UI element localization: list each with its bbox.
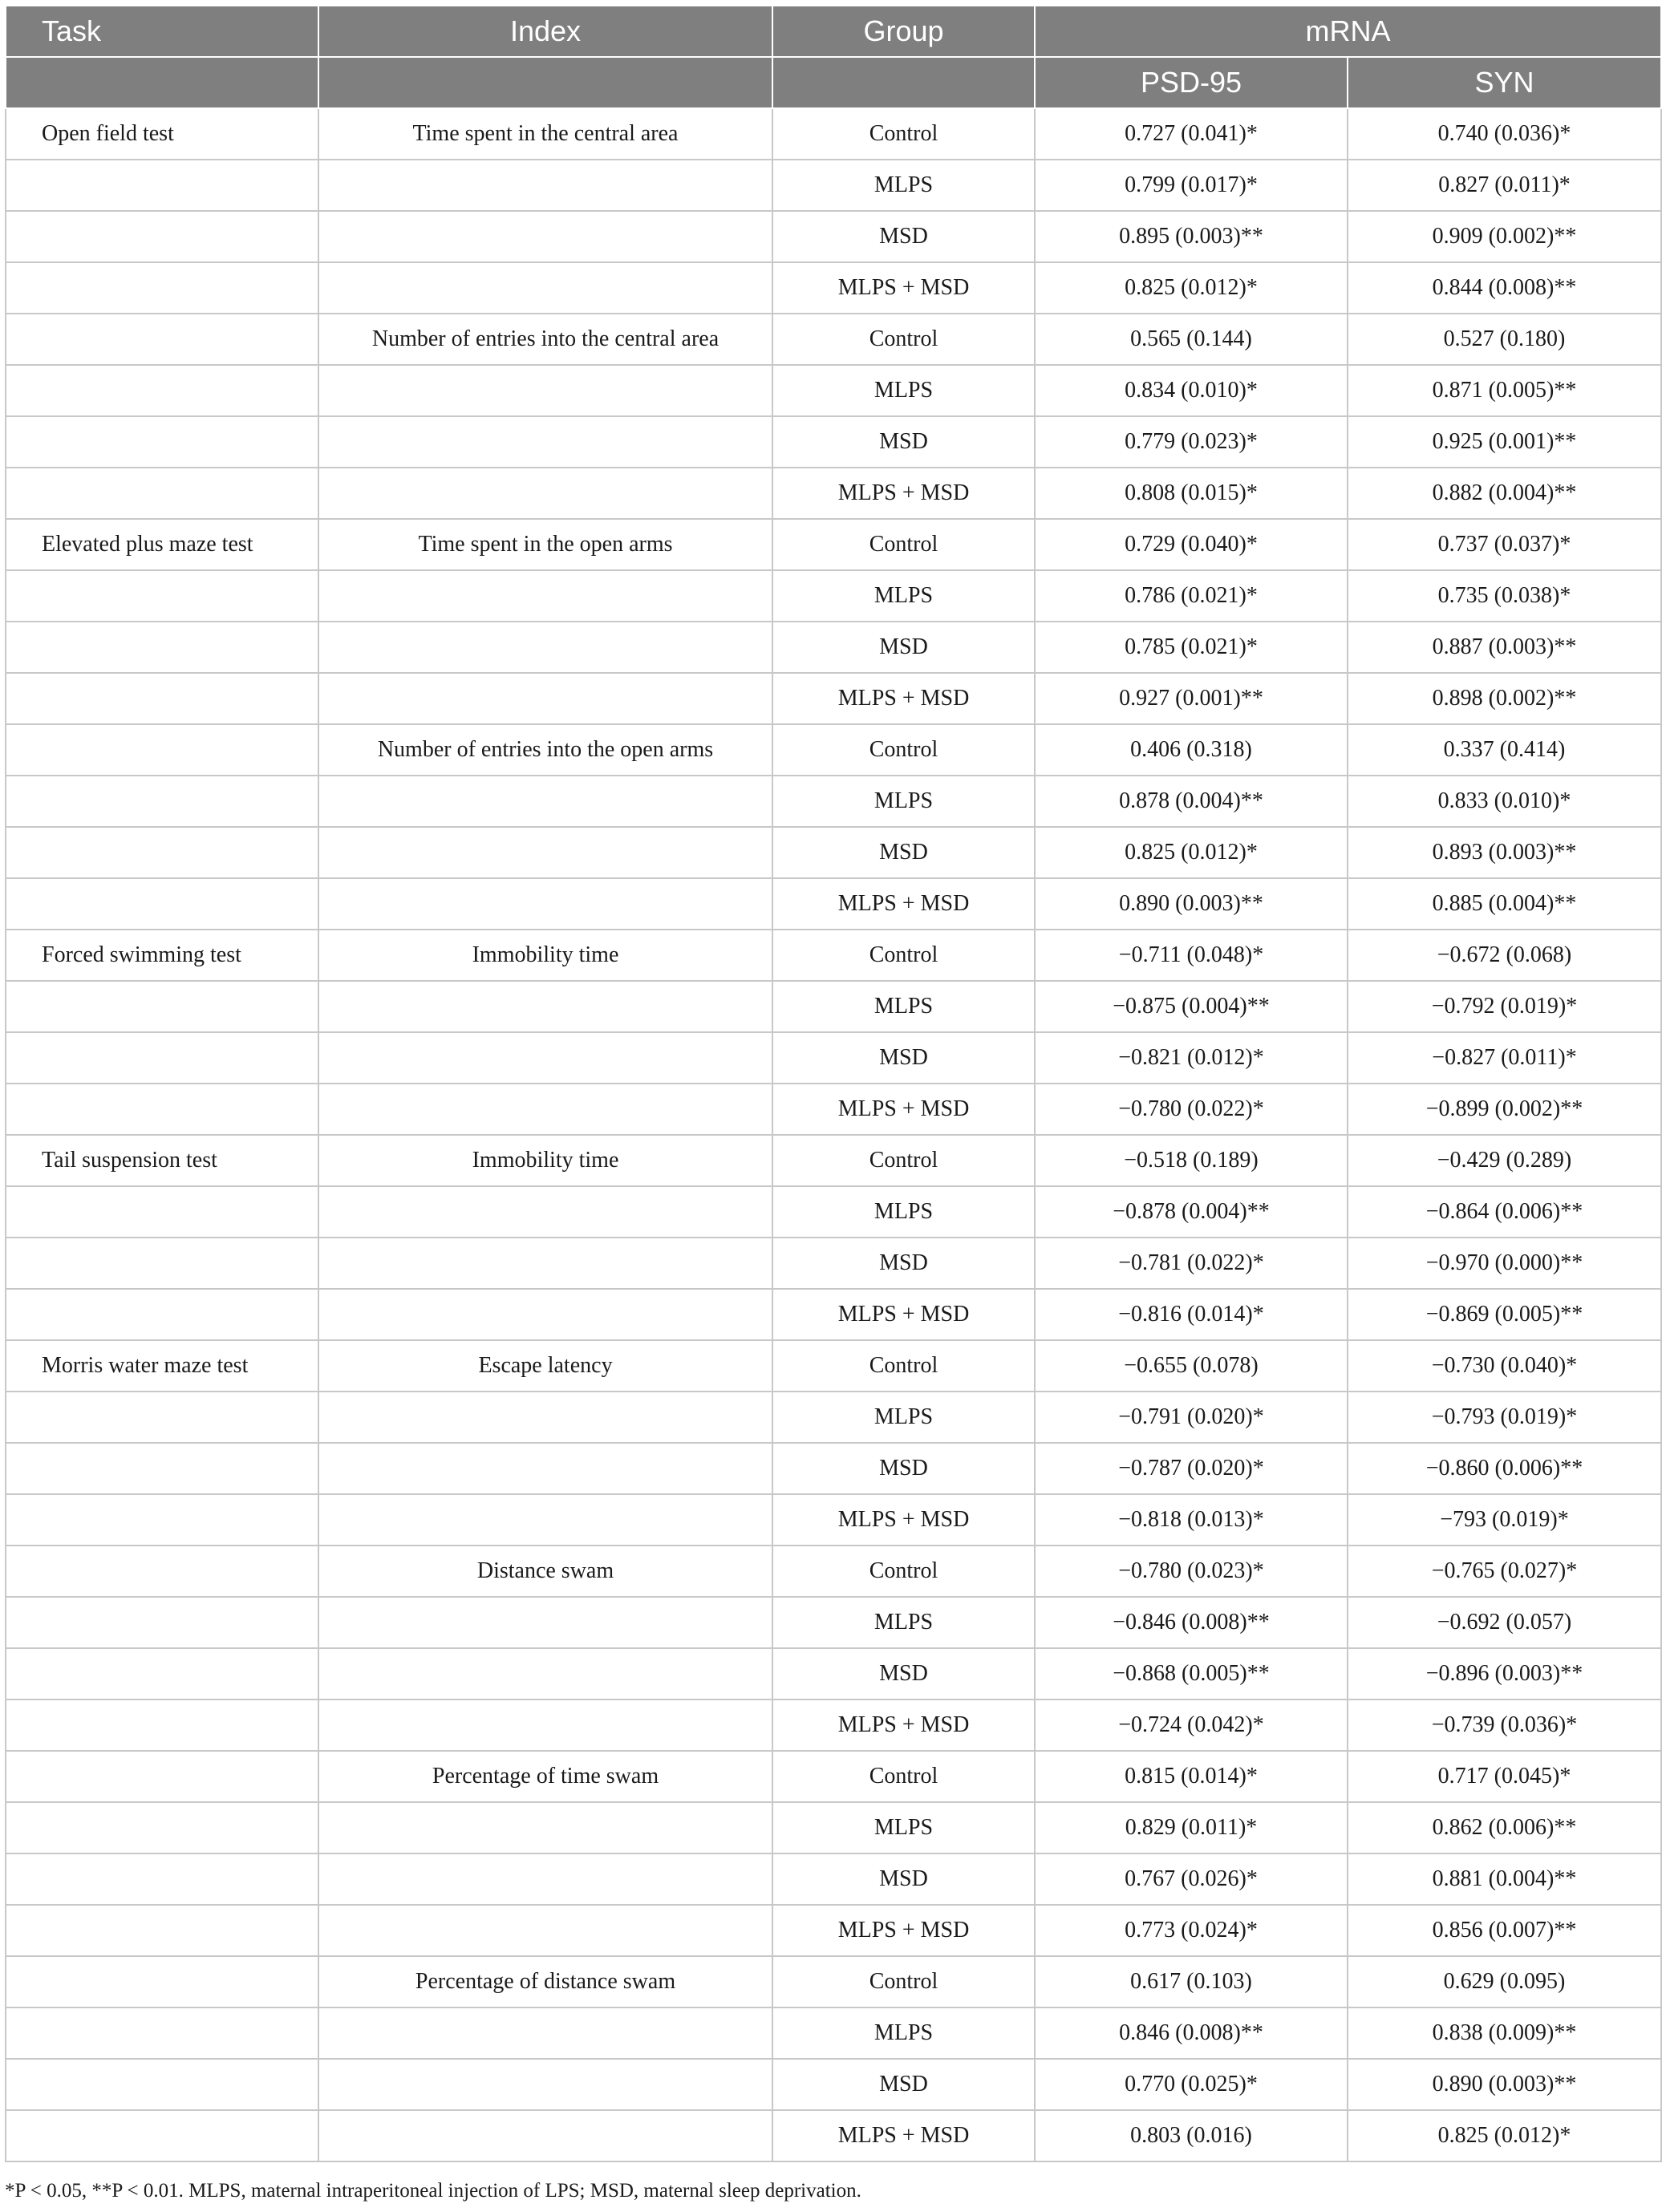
index-cell: Distance swam bbox=[318, 1546, 772, 1597]
syn-cell: −0.860 (0.006)** bbox=[1348, 1443, 1661, 1494]
syn-cell: 0.827 (0.011)* bbox=[1348, 160, 1661, 211]
index-cell bbox=[318, 1700, 772, 1751]
psd95-cell: −0.816 (0.014)* bbox=[1035, 1289, 1348, 1340]
group-cell: MLPS + MSD bbox=[772, 2110, 1035, 2161]
header-psd95: PSD-95 bbox=[1035, 57, 1348, 108]
group-cell: MSD bbox=[772, 622, 1035, 673]
index-cell bbox=[318, 211, 772, 262]
group-cell: MLPS + MSD bbox=[772, 262, 1035, 314]
syn-cell: 0.833 (0.010)* bbox=[1348, 776, 1661, 827]
group-cell: MSD bbox=[772, 1032, 1035, 1084]
task-cell bbox=[6, 262, 318, 314]
psd95-cell: 0.406 (0.318) bbox=[1035, 724, 1348, 776]
task-cell bbox=[6, 1956, 318, 2007]
psd95-cell: 0.927 (0.001)** bbox=[1035, 673, 1348, 724]
group-cell: Control bbox=[772, 724, 1035, 776]
group-cell: MLPS bbox=[772, 1597, 1035, 1648]
table-row bbox=[6, 365, 1661, 416]
index-cell bbox=[318, 2007, 772, 2059]
syn-cell: −0.730 (0.040)* bbox=[1348, 1340, 1661, 1392]
psd95-cell: 0.803 (0.016) bbox=[1035, 2110, 1348, 2161]
task-cell bbox=[6, 622, 318, 673]
index-cell bbox=[318, 673, 772, 724]
syn-cell: −0.970 (0.000)** bbox=[1348, 1238, 1661, 1289]
table-row bbox=[6, 2007, 1661, 2059]
header-syn: SYN bbox=[1348, 57, 1661, 108]
psd95-cell: 0.770 (0.025)* bbox=[1035, 2059, 1348, 2110]
table-row bbox=[6, 314, 1661, 365]
psd95-cell: 0.825 (0.012)* bbox=[1035, 262, 1348, 314]
psd95-cell: 0.846 (0.008)** bbox=[1035, 2007, 1348, 2059]
group-cell: MLPS bbox=[772, 981, 1035, 1032]
psd95-cell: 0.878 (0.004)** bbox=[1035, 776, 1348, 827]
task-cell: Open field test bbox=[6, 108, 318, 160]
syn-cell: 0.844 (0.008)** bbox=[1348, 262, 1661, 314]
syn-cell: 0.337 (0.414) bbox=[1348, 724, 1661, 776]
psd95-cell: 0.834 (0.010)* bbox=[1035, 365, 1348, 416]
task-cell bbox=[6, 314, 318, 365]
group-cell: MLPS bbox=[772, 1392, 1035, 1443]
group-cell: Control bbox=[772, 108, 1035, 160]
group-cell: MSD bbox=[772, 211, 1035, 262]
syn-cell: 0.740 (0.036)* bbox=[1348, 108, 1661, 160]
header-task: Task bbox=[6, 6, 318, 57]
task-cell bbox=[6, 1084, 318, 1135]
syn-cell: −793 (0.019)* bbox=[1348, 1494, 1661, 1546]
psd95-cell: −0.724 (0.042)* bbox=[1035, 1700, 1348, 1751]
task-cell bbox=[6, 1751, 318, 1802]
index-cell bbox=[318, 878, 772, 930]
index-cell bbox=[318, 1238, 772, 1289]
index-cell bbox=[318, 827, 772, 878]
table-row bbox=[6, 1905, 1661, 1956]
task-cell bbox=[6, 2059, 318, 2110]
psd95-cell: −0.875 (0.004)** bbox=[1035, 981, 1348, 1032]
index-cell bbox=[318, 365, 772, 416]
index-cell: Percentage of time swam bbox=[318, 1751, 772, 1802]
header-group-blank bbox=[772, 57, 1035, 108]
index-cell: Number of entries into the central area bbox=[318, 314, 772, 365]
syn-cell: 0.825 (0.012)* bbox=[1348, 2110, 1661, 2161]
psd95-cell: 0.617 (0.103) bbox=[1035, 1956, 1348, 2007]
task-cell bbox=[6, 1546, 318, 1597]
psd95-cell: −0.818 (0.013)* bbox=[1035, 1494, 1348, 1546]
table-row bbox=[6, 108, 1661, 160]
task-cell bbox=[6, 160, 318, 211]
table-row bbox=[6, 1135, 1661, 1186]
table-body bbox=[6, 108, 1661, 2161]
syn-cell: −0.899 (0.002)** bbox=[1348, 1084, 1661, 1135]
psd95-cell: −0.878 (0.004)** bbox=[1035, 1186, 1348, 1238]
group-cell: Control bbox=[772, 314, 1035, 365]
index-cell bbox=[318, 416, 772, 468]
psd95-cell: 0.779 (0.023)* bbox=[1035, 416, 1348, 468]
task-cell bbox=[6, 1186, 318, 1238]
syn-cell: 0.885 (0.004)** bbox=[1348, 878, 1661, 930]
task-cell bbox=[6, 2110, 318, 2161]
index-cell: Escape latency bbox=[318, 1340, 772, 1392]
task-cell bbox=[6, 1289, 318, 1340]
table-row bbox=[6, 1340, 1661, 1392]
psd95-cell: 0.729 (0.040)* bbox=[1035, 519, 1348, 570]
table-row bbox=[6, 570, 1661, 622]
index-cell bbox=[318, 1494, 772, 1546]
table-row bbox=[6, 1443, 1661, 1494]
index-cell bbox=[318, 1802, 772, 1853]
index-cell bbox=[318, 1443, 772, 1494]
header-mrna: mRNA bbox=[1035, 6, 1661, 57]
header-index-blank bbox=[318, 57, 772, 108]
table-header bbox=[6, 6, 1661, 108]
table-row bbox=[6, 1084, 1661, 1135]
group-cell: MLPS + MSD bbox=[772, 878, 1035, 930]
index-cell: Time spent in the open arms bbox=[318, 519, 772, 570]
syn-cell: 0.856 (0.007)** bbox=[1348, 1905, 1661, 1956]
table-row bbox=[6, 160, 1661, 211]
psd95-cell: 0.773 (0.024)* bbox=[1035, 1905, 1348, 1956]
psd95-cell: −0.787 (0.020)* bbox=[1035, 1443, 1348, 1494]
index-cell: Immobility time bbox=[318, 930, 772, 981]
syn-cell: 0.909 (0.002)** bbox=[1348, 211, 1661, 262]
task-cell bbox=[6, 1802, 318, 1853]
syn-cell: 0.882 (0.004)** bbox=[1348, 468, 1661, 519]
group-cell: MLPS + MSD bbox=[772, 1084, 1035, 1135]
psd95-cell: −0.821 (0.012)* bbox=[1035, 1032, 1348, 1084]
table-row bbox=[6, 827, 1661, 878]
group-cell: MLPS bbox=[772, 776, 1035, 827]
syn-cell: 0.862 (0.006)** bbox=[1348, 1802, 1661, 1853]
syn-cell: 0.838 (0.009)** bbox=[1348, 2007, 1661, 2059]
index-cell: Percentage of distance swam bbox=[318, 1956, 772, 2007]
table-row bbox=[6, 930, 1661, 981]
psd95-cell: 0.890 (0.003)** bbox=[1035, 878, 1348, 930]
index-cell: Time spent in the central area bbox=[318, 108, 772, 160]
index-cell: Number of entries into the open arms bbox=[318, 724, 772, 776]
task-cell bbox=[6, 570, 318, 622]
task-cell bbox=[6, 1494, 318, 1546]
group-cell: MLPS bbox=[772, 1802, 1035, 1853]
psd95-cell: 0.808 (0.015)* bbox=[1035, 468, 1348, 519]
table-row bbox=[6, 519, 1661, 570]
table-row bbox=[6, 878, 1661, 930]
syn-cell: −0.739 (0.036)* bbox=[1348, 1700, 1661, 1751]
index-cell bbox=[318, 262, 772, 314]
syn-cell: 0.871 (0.005)** bbox=[1348, 365, 1661, 416]
table-row bbox=[6, 1032, 1661, 1084]
task-cell bbox=[6, 1853, 318, 1905]
group-cell: Control bbox=[772, 1751, 1035, 1802]
psd95-cell: 0.785 (0.021)* bbox=[1035, 622, 1348, 673]
table-row bbox=[6, 724, 1661, 776]
table-row bbox=[6, 468, 1661, 519]
group-cell: MSD bbox=[772, 1853, 1035, 1905]
group-cell: MSD bbox=[772, 2059, 1035, 2110]
group-cell: MLPS bbox=[772, 2007, 1035, 2059]
table-row bbox=[6, 1853, 1661, 1905]
group-cell: MSD bbox=[772, 827, 1035, 878]
syn-cell: 0.925 (0.001)** bbox=[1348, 416, 1661, 468]
table-row bbox=[6, 2059, 1661, 2110]
header-task-blank bbox=[6, 57, 318, 108]
task-cell bbox=[6, 468, 318, 519]
header-row-2 bbox=[6, 57, 1661, 108]
syn-cell: 0.629 (0.095) bbox=[1348, 1956, 1661, 2007]
syn-cell: −0.792 (0.019)* bbox=[1348, 981, 1661, 1032]
psd95-cell: 0.786 (0.021)* bbox=[1035, 570, 1348, 622]
index-cell bbox=[318, 160, 772, 211]
correlation-table bbox=[5, 5, 1662, 2162]
syn-cell: 0.527 (0.180) bbox=[1348, 314, 1661, 365]
index-cell bbox=[318, 1597, 772, 1648]
table-row bbox=[6, 1546, 1661, 1597]
index-cell bbox=[318, 1392, 772, 1443]
table-row bbox=[6, 1392, 1661, 1443]
psd95-cell: −0.655 (0.078) bbox=[1035, 1340, 1348, 1392]
syn-cell: −0.869 (0.005)** bbox=[1348, 1289, 1661, 1340]
syn-cell: −0.672 (0.068) bbox=[1348, 930, 1661, 981]
syn-cell: 0.893 (0.003)** bbox=[1348, 827, 1661, 878]
table-row bbox=[6, 1802, 1661, 1853]
task-cell bbox=[6, 1392, 318, 1443]
group-cell: MLPS bbox=[772, 160, 1035, 211]
syn-cell: 0.717 (0.045)* bbox=[1348, 1751, 1661, 1802]
table-footnote: *P < 0.05, **P < 0.01. MLPS, maternal intraperitoneal injection of LPS; MSD, maternal sleep deprivation. bbox=[5, 2180, 861, 2202]
group-cell: MLPS + MSD bbox=[772, 1700, 1035, 1751]
table-row bbox=[6, 1956, 1661, 2007]
syn-cell: 0.890 (0.003)** bbox=[1348, 2059, 1661, 2110]
index-cell bbox=[318, 1648, 772, 1700]
task-cell bbox=[6, 1032, 318, 1084]
task-cell bbox=[6, 776, 318, 827]
psd95-cell: 0.829 (0.011)* bbox=[1035, 1802, 1348, 1853]
group-cell: Control bbox=[772, 1340, 1035, 1392]
index-cell: Immobility time bbox=[318, 1135, 772, 1186]
syn-cell: −0.896 (0.003)** bbox=[1348, 1648, 1661, 1700]
group-cell: Control bbox=[772, 1546, 1035, 1597]
task-cell bbox=[6, 1238, 318, 1289]
table-row bbox=[6, 1494, 1661, 1546]
psd95-cell: 0.895 (0.003)** bbox=[1035, 211, 1348, 262]
table-row bbox=[6, 776, 1661, 827]
group-cell: Control bbox=[772, 1135, 1035, 1186]
syn-cell: 0.737 (0.037)* bbox=[1348, 519, 1661, 570]
group-cell: MSD bbox=[772, 1238, 1035, 1289]
table-row bbox=[6, 1597, 1661, 1648]
index-cell bbox=[318, 2059, 772, 2110]
task-cell: Tail suspension test bbox=[6, 1135, 318, 1186]
psd95-cell: −0.518 (0.189) bbox=[1035, 1135, 1348, 1186]
results-table-container bbox=[5, 5, 1660, 2162]
group-cell: Control bbox=[772, 519, 1035, 570]
index-cell bbox=[318, 468, 772, 519]
task-cell bbox=[6, 673, 318, 724]
group-cell: MLPS + MSD bbox=[772, 1905, 1035, 1956]
table-row bbox=[6, 673, 1661, 724]
group-cell: MLPS + MSD bbox=[772, 1494, 1035, 1546]
psd95-cell: 0.825 (0.012)* bbox=[1035, 827, 1348, 878]
psd95-cell: 0.727 (0.041)* bbox=[1035, 108, 1348, 160]
psd95-cell: −0.780 (0.022)* bbox=[1035, 1084, 1348, 1135]
table-row bbox=[6, 1238, 1661, 1289]
group-cell: MLPS bbox=[772, 1186, 1035, 1238]
task-cell bbox=[6, 365, 318, 416]
index-cell bbox=[318, 776, 772, 827]
group-cell: Control bbox=[772, 930, 1035, 981]
syn-cell: −0.864 (0.006)** bbox=[1348, 1186, 1661, 1238]
group-cell: Control bbox=[772, 1956, 1035, 2007]
header-group: Group bbox=[772, 6, 1035, 57]
syn-cell: −0.692 (0.057) bbox=[1348, 1597, 1661, 1648]
psd95-cell: 0.815 (0.014)* bbox=[1035, 1751, 1348, 1802]
group-cell: MLPS bbox=[772, 365, 1035, 416]
psd95-cell: −0.711 (0.048)* bbox=[1035, 930, 1348, 981]
task-cell: Elevated plus maze test bbox=[6, 519, 318, 570]
index-cell bbox=[318, 1289, 772, 1340]
index-cell bbox=[318, 1853, 772, 1905]
group-cell: MSD bbox=[772, 1443, 1035, 1494]
index-cell bbox=[318, 981, 772, 1032]
psd95-cell: 0.799 (0.017)* bbox=[1035, 160, 1348, 211]
syn-cell: 0.887 (0.003)** bbox=[1348, 622, 1661, 673]
header-row-1 bbox=[6, 6, 1661, 57]
index-cell bbox=[318, 1032, 772, 1084]
syn-cell: −0.765 (0.027)* bbox=[1348, 1546, 1661, 1597]
group-cell: MSD bbox=[772, 1648, 1035, 1700]
psd95-cell: −0.780 (0.023)* bbox=[1035, 1546, 1348, 1597]
task-cell bbox=[6, 416, 318, 468]
task-cell bbox=[6, 878, 318, 930]
task-cell: Morris water maze test bbox=[6, 1340, 318, 1392]
table-row bbox=[6, 1648, 1661, 1700]
table-row bbox=[6, 211, 1661, 262]
index-cell bbox=[318, 1186, 772, 1238]
task-cell bbox=[6, 1905, 318, 1956]
task-cell bbox=[6, 1700, 318, 1751]
table-row bbox=[6, 1751, 1661, 1802]
syn-cell: 0.881 (0.004)** bbox=[1348, 1853, 1661, 1905]
psd95-cell: −0.846 (0.008)** bbox=[1035, 1597, 1348, 1648]
task-cell bbox=[6, 2007, 318, 2059]
task-cell bbox=[6, 1648, 318, 1700]
syn-cell: −0.827 (0.011)* bbox=[1348, 1032, 1661, 1084]
syn-cell: 0.898 (0.002)** bbox=[1348, 673, 1661, 724]
index-cell bbox=[318, 1905, 772, 1956]
psd95-cell: 0.565 (0.144) bbox=[1035, 314, 1348, 365]
table-row bbox=[6, 262, 1661, 314]
group-cell: MLPS + MSD bbox=[772, 1289, 1035, 1340]
psd95-cell: −0.868 (0.005)** bbox=[1035, 1648, 1348, 1700]
table-row bbox=[6, 1289, 1661, 1340]
group-cell: MLPS bbox=[772, 570, 1035, 622]
task-cell bbox=[6, 724, 318, 776]
syn-cell: −0.429 (0.289) bbox=[1348, 1135, 1661, 1186]
table-row bbox=[6, 1186, 1661, 1238]
index-cell bbox=[318, 570, 772, 622]
syn-cell: −0.793 (0.019)* bbox=[1348, 1392, 1661, 1443]
table-row bbox=[6, 1700, 1661, 1751]
table-row bbox=[6, 2110, 1661, 2161]
psd95-cell: 0.767 (0.026)* bbox=[1035, 1853, 1348, 1905]
syn-cell: 0.735 (0.038)* bbox=[1348, 570, 1661, 622]
header-index: Index bbox=[318, 6, 772, 57]
index-cell bbox=[318, 1084, 772, 1135]
task-cell: Forced swimming test bbox=[6, 930, 318, 981]
table-row bbox=[6, 622, 1661, 673]
task-cell bbox=[6, 1597, 318, 1648]
task-cell bbox=[6, 1443, 318, 1494]
psd95-cell: −0.781 (0.022)* bbox=[1035, 1238, 1348, 1289]
task-cell bbox=[6, 981, 318, 1032]
index-cell bbox=[318, 622, 772, 673]
table-row bbox=[6, 981, 1661, 1032]
task-cell bbox=[6, 827, 318, 878]
index-cell bbox=[318, 2110, 772, 2161]
group-cell: MLPS + MSD bbox=[772, 673, 1035, 724]
table-row bbox=[6, 416, 1661, 468]
psd95-cell: −0.791 (0.020)* bbox=[1035, 1392, 1348, 1443]
group-cell: MSD bbox=[772, 416, 1035, 468]
task-cell bbox=[6, 211, 318, 262]
group-cell: MLPS + MSD bbox=[772, 468, 1035, 519]
